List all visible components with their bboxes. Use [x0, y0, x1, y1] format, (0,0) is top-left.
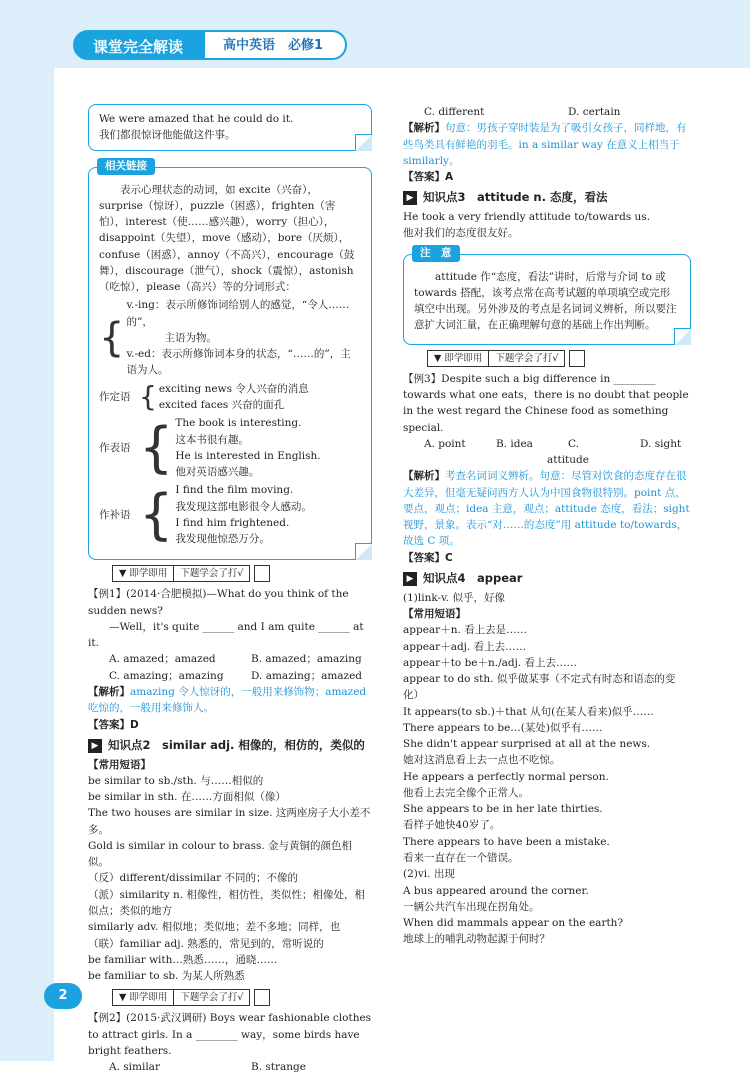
- kp2-line: The two houses are similar in size. 这两座房子大小差不多。: [88, 807, 371, 836]
- complement-group: [99, 482, 361, 547]
- attributive-label: 作定语: [99, 390, 131, 403]
- pred-example: The book is interesting.: [175, 417, 302, 430]
- option: C. attitude: [547, 437, 589, 467]
- related-link-box: [88, 159, 372, 561]
- phrases-heading: 【常用短语】: [403, 608, 466, 620]
- example2-options: [88, 1059, 372, 1075]
- option: D. certain: [568, 106, 621, 118]
- kp4-line: 一辆公共汽车出现在拐角处。: [403, 900, 540, 913]
- kp4-line: She didn't appear surprised at all at the news.: [403, 738, 651, 751]
- example1-answer: 【答案】D: [88, 718, 139, 731]
- practice-label: ▼ 即学即用: [427, 350, 489, 367]
- example-box: [88, 104, 372, 151]
- option: B. idea: [496, 437, 533, 450]
- kp3-title: 知识点3 attitude n. 态度，看法: [423, 190, 608, 205]
- option: D. sight: [640, 437, 682, 450]
- kp4-line: It appears(to sb.)＋that 从句(在某人看来)似乎……: [403, 705, 654, 718]
- example-en: We were amazed that he could do it.: [99, 113, 294, 125]
- kp4-line: 她对这消息看上去一点也不吃惊。: [403, 754, 561, 767]
- brace-icon: {: [139, 379, 157, 413]
- kp2-line: be similar in sth. 在……方面相似（像）: [88, 791, 286, 804]
- kp4-line: 看样子她快40岁了。: [403, 819, 501, 832]
- kp2-line: （反）different/dissimilar 不同的；不像的: [88, 872, 299, 885]
- practice-label: ▼ 即学即用: [112, 989, 174, 1006]
- option: A. similar: [109, 1061, 160, 1074]
- right-column: [403, 104, 691, 948]
- kp4-sense: (2)vi. 出现: [403, 868, 455, 881]
- header-book-title: 课堂完全解读: [73, 30, 203, 60]
- predicative-label: 作表语: [99, 441, 131, 454]
- obj-example: I find the film moving.: [175, 484, 294, 497]
- pred-example: 他对英语感兴趣。: [175, 466, 260, 479]
- practice-bar: [112, 565, 372, 582]
- example1-options: [88, 651, 372, 667]
- note-tag: 注 意: [412, 245, 460, 262]
- attr-example: excited faces 兴奋的面孔: [158, 398, 285, 411]
- option: B. strange: [251, 1061, 306, 1074]
- obj-example: I find him frightened.: [175, 516, 290, 529]
- practice-checkbox[interactable]: [254, 989, 270, 1006]
- page-header: [73, 30, 347, 60]
- note-box: [403, 246, 691, 345]
- option: C. amazing；amazing: [109, 669, 224, 682]
- kp2-line: be familiar with…熟悉……，通晓……: [88, 953, 278, 966]
- header-subject: 高中英语 必修1: [203, 30, 347, 60]
- example1-analysis: amazing 令人惊讶的，一般用来修饰物；amazed 吃惊的，一般用来修饰人。: [88, 685, 367, 715]
- example2-question: 【例2】(2015·武汉调研) Boys wear fashionable clothes to attract girls. In a ________ way，some birds have bright feathers.: [88, 1012, 372, 1057]
- practice-check-label: 下题学会了打√: [174, 565, 250, 582]
- kp2-line: （联）familiar adj. 熟悉的，常见到的，常听说的: [88, 937, 324, 950]
- practice-check-label: 下题学会了打√: [174, 989, 250, 1006]
- kp2-line: Gold is similar in colour to brass. 金与黄铜的颜色相似。: [88, 839, 353, 869]
- kp4-line: A bus appeared around the corner.: [403, 884, 589, 897]
- brace-icon: {: [139, 415, 174, 479]
- example1-options: [88, 668, 372, 684]
- analysis-label: 【解析】: [403, 122, 445, 135]
- kp4-line: 地球上的哺乳动物起源于何时？: [403, 933, 550, 946]
- attributive-group: [99, 381, 361, 414]
- complement-label: 作补语: [99, 508, 131, 521]
- option: C. different: [424, 106, 485, 118]
- analysis-label: 【解析】: [88, 685, 130, 698]
- example1-answer-line: —Well，it's quite ______ and I am quite ______ at it.: [88, 620, 364, 650]
- knowledge-point-2: [88, 737, 372, 755]
- kp2-line: be familiar to sb. 为某人所熟悉: [88, 970, 245, 983]
- kp4-line: appear＋to be＋n./adj. 看上去……: [403, 656, 578, 669]
- kp4-title: 知识点4 appear: [423, 570, 523, 585]
- kp4-line: 他看上去完全像个正常人。: [403, 786, 529, 799]
- brace-icon: {: [99, 315, 125, 362]
- kp3-example: He took a very friendly attitude to/towards us.: [403, 211, 651, 224]
- ing-rule: v.-ing：表示所修饰词给别人的感觉，“令人……的”，: [126, 299, 350, 328]
- knowledge-point-4: [403, 570, 691, 588]
- kp4-line: appear＋adj. 看上去……: [403, 640, 527, 653]
- example-cn: 我们都很惊讶他能做这件事。: [99, 129, 236, 142]
- left-column: [88, 100, 372, 1075]
- example1-question: 【例1】(2014·合肥模拟)—What do you think of the sudden news?: [88, 588, 349, 617]
- practice-checkbox[interactable]: [569, 350, 585, 367]
- practice-checkbox[interactable]: [254, 565, 270, 582]
- kp4-line: There appears to have been a mistake.: [403, 835, 610, 848]
- left-strip: [0, 0, 54, 1061]
- attr-example: exciting news 令人兴奋的消息: [158, 382, 309, 395]
- related-link-tag: 相关链接: [97, 158, 155, 175]
- knowledge-point-3: [403, 189, 691, 207]
- obj-example: 我发现这部电影很令人感动。: [175, 500, 312, 513]
- obj-example: 我发现他惊恐万分。: [175, 533, 270, 546]
- example2-options-cont: [403, 104, 691, 120]
- option: B. amazed；amazing: [251, 653, 362, 666]
- example3-answer: 【答案】C: [403, 551, 453, 564]
- note-text: attitude 作“态度，看法”讲时，后常与介词 to 或 towards 搭配，该考点常在高考试题的单项填空或完形填空中出现。另外涉及的考点是名词词义辨析，所以要注意扩大词汇量，在正确理解句意的基础上作出判断。: [414, 270, 677, 332]
- kp2-line: （派）similarity n. 相像性，相仿性，类似性；相像处，相似点；类似的地方: [88, 888, 365, 917]
- kp4-line: 看来一直存在一个错误。: [403, 851, 519, 864]
- brace-icon: {: [139, 482, 174, 546]
- option: D. amazing；amazed: [251, 669, 363, 682]
- kp4-line: He appears a perfectly normal person.: [403, 770, 609, 783]
- example2-answer: 【答案】A: [403, 171, 454, 184]
- kp4-line: appear to do sth. 似乎做某事（不定式有时态和语态的变化）: [403, 673, 676, 702]
- practice-bar: [427, 350, 691, 367]
- kp3-example: 他对我们的态度很友好。: [403, 227, 519, 240]
- example2-analysis: 句意：男孩子穿时装是为了吸引女孩子，同样地，有些鸟类具有鲜艳的羽毛。in a similar way 在意义上相当于 similarly。: [403, 122, 687, 167]
- example3-question: 【例3】Despite such a big difference in ________ towards what one eats，there is no doubt that people in the west regard the Chinese food as something special.: [403, 372, 689, 434]
- kp4-line: She appears to be in her late thirties.: [403, 803, 603, 816]
- participle-forms: [99, 297, 361, 378]
- practice-label: ▼ 即学即用: [112, 565, 174, 582]
- kp2-line: similarly adv. 相似地；类似地；差不多地；同样，也: [88, 921, 341, 934]
- phrases-heading: 【常用短语】: [88, 758, 151, 771]
- practice-check-label: 下题学会了打√: [489, 350, 565, 367]
- pred-example: 这本书很有趣。: [175, 433, 249, 446]
- kp4-line: When did mammals appear on the earth?: [403, 917, 624, 930]
- kp4-line: There appears to be…(某处)似乎有……: [403, 721, 603, 734]
- pred-example: He is interested in English.: [175, 449, 321, 462]
- option: A. amazed；amazed: [109, 653, 216, 666]
- kp2-title: 知识点2 similar adj. 相像的，相仿的，类似的: [108, 737, 365, 752]
- kp2-line: be similar to sb./sth. 与……相似的: [88, 774, 264, 787]
- kp4-line: appear＋n. 看上去是……: [403, 624, 528, 637]
- related-intro: 表示心理状态的动词，如 excite（兴奋），surprise（惊讶），puzzle（困惑），frighten（害怕），interest（使……感兴趣），worry（担心），disappoint（失望），move（感动），bore（厌烦），confuse（困惑），annoy（不高兴），encourage（鼓舞），discourage（泄气），shock（震惊），astonish（吃惊），please（高兴）等的分词形式：: [99, 183, 355, 294]
- kp4-sense: (1)link-v. 似乎，好像: [403, 591, 505, 604]
- page-number: 2: [44, 983, 82, 1009]
- option: A. point: [424, 437, 466, 450]
- ed-rule: v.-ed：表示所修饰词本身的状态，“……的”，主语为人。: [126, 348, 351, 377]
- example3-options: [403, 436, 691, 469]
- predicative-group: [99, 415, 361, 480]
- play-triangle-icon: ▶: [403, 572, 417, 586]
- example3-analysis: 考查名词词义辨析。句意：尽管对饮食的态度存在很大差异，但毫无疑问西方人认为中国食物很特别。point 点，要点，观点；idea 主意，观点；attitude 态度，看法；sight 视野，景象。表示“对……的态度”用 attitude to/towards，故选 C 项。: [403, 470, 690, 548]
- analysis-label: 【解析】: [403, 470, 445, 483]
- play-triangle-icon: ▶: [403, 191, 417, 205]
- play-triangle-icon: ▶: [88, 739, 102, 753]
- ing-rule-2: 主语为物。: [164, 331, 217, 344]
- practice-bar: [112, 989, 372, 1006]
